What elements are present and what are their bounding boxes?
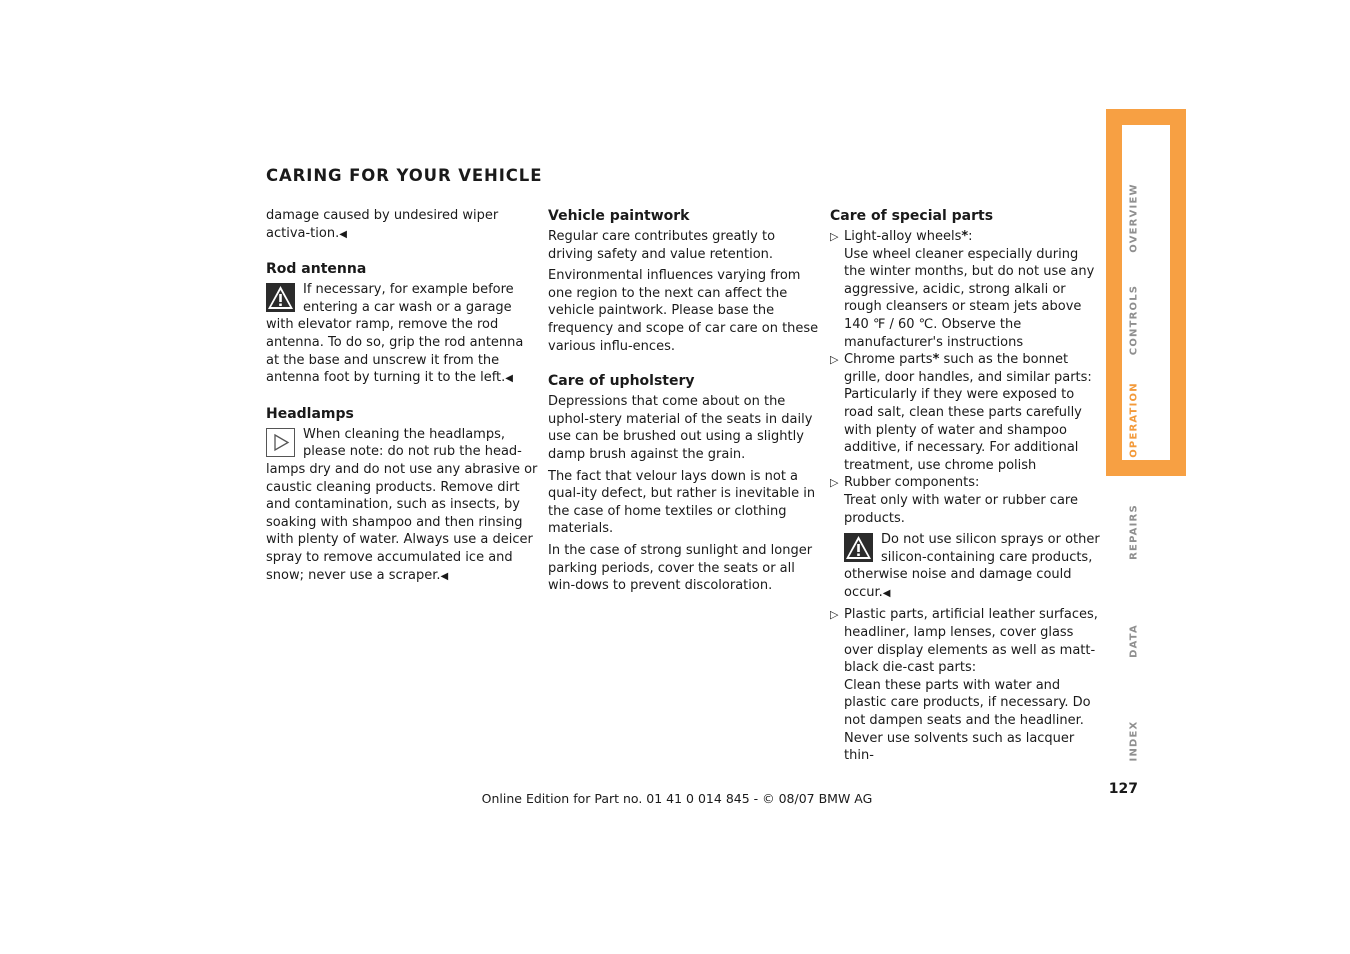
nav-tab-index[interactable]: INDEX [1128, 720, 1140, 762]
rod-antenna-warning [266, 281, 538, 388]
bullet-arrow-icon: ▷ [830, 476, 839, 490]
paintwork-paragraph-2: Environmental influences varying from one region to the next can affect the vehicle paintwork. Please base the frequency and scope of car care on these various influ-ences. [548, 268, 819, 354]
bullet-arrow-icon: ▷ [830, 608, 839, 622]
nav-tab-operation[interactable]: OPERATION [1128, 382, 1140, 458]
nav-tab-overview[interactable]: OVERVIEW [1128, 183, 1140, 253]
list-item-rubber [830, 474, 1102, 602]
plastic-text-2: Never use solvents such as lacquer thin- [844, 730, 1075, 764]
end-mark-icon: ◀ [339, 228, 347, 240]
bullet-arrow-icon: ▷ [830, 230, 839, 243]
page-number: 127 [1108, 781, 1138, 797]
page-title: CARING FOR YOUR VEHICLE [266, 166, 543, 185]
section-tab-highlight [1106, 109, 1186, 476]
special-parts-heading: Care of special parts [830, 208, 994, 224]
upholstery-paragraph-1: Depressions that come about on the uphol-stery material of the seats in daily use can be brushed out using a slightly damp brush against the grain. [548, 394, 813, 462]
wheels-text: Use wheel cleaner especially during the winter months, but do not use any aggressive, acidic, strong alkali or rough cleansers or steam jets above 140 ℉ / 60 ℃. Observe the manufacturer's instructions [844, 246, 1095, 350]
plastic-label: Plastic parts, artificial leather surfaces, headliner, lamp lenses, cover glass over display elements as well as matt-black die-cast parts: [844, 607, 1098, 676]
upholstery-heading: Care of upholstery [548, 373, 695, 390]
plastic-text-1: Clean these parts with water and plastic care products, if necessary. Do not dampen seats and the headliner. [844, 677, 1091, 729]
rubber-text: Treat only with water or rubber care products. [844, 492, 1078, 526]
warning-triangle-icon [844, 533, 873, 562]
bullet-arrow-icon: ▷ [830, 353, 839, 367]
end-mark-icon: ◀ [882, 587, 891, 599]
note-arrow-icon [266, 428, 295, 457]
footer-edition: Online Edition for Part no. 01 41 0 014 845 - © 08/07 BMW AG [481, 791, 873, 806]
upholstery-paragraph-3: In the case of strong sunlight and longer parking periods, cover the seats or all win-dows to prevent discoloration. [548, 542, 813, 594]
column-middle [548, 207, 824, 595]
list-item-wheels: ▷ Light-alloy wheels*: Use wheel cleaner especially during the winter months, but do not use any aggressive, acidic, strong alkali or rough cleansers or steam jets above 140 ℉ / 60 ℃. Observe the manufacturer's instructions [830, 228, 1102, 351]
vehicle-paintwork-heading: Vehicle paintwork [548, 208, 690, 224]
nav-tab-data[interactable]: DATA [1128, 624, 1140, 658]
end-mark-icon: ◀ [440, 570, 449, 582]
nav-tab-controls[interactable]: CONTROLS [1128, 284, 1140, 356]
chrome-text: Particularly if they were exposed to road salt, clean these parts carefully with plenty of water and shampoo additive, if necessary. For additional treatment, use chrome polish [844, 387, 1082, 473]
headlamps-note [266, 426, 538, 585]
column-right [830, 207, 1102, 765]
rod-antenna-text: If necessary, for example before entering a car wash or a garage with elevator ramp, remove the rod antenna. To do so, grip the rod antenna at the base and unscrew it from the antenna foot by turning it to the left.◀ [266, 282, 524, 386]
column-left [266, 207, 538, 585]
intro-paragraph: damage caused by undesired wiper activa-tion.◀ [266, 208, 499, 241]
headlamps-text: When cleaning the headlamps, please note: do not rub the head-lamps dry and do not use any abrasive or caustic cleaning products. Remove dirt and contamination, such as insects, by soaking with shampoo and then rinsing with plenty of water. Always use a deicer spray to remove accumulated ice and snow; never use a scraper.◀ [266, 426, 538, 583]
rod-antenna-heading: Rod antenna [266, 261, 367, 278]
warning-triangle-icon [266, 283, 295, 312]
upholstery-paragraph-2: The fact that velour lays down is not a qual-ity defect, but rather is inevitable in the case of home textiles or clothing materials. [548, 468, 816, 537]
list-item-chrome: ▷ Chrome parts* such as the bonnet grille, door handles, and similar parts: Particularly if they were exposed to road salt, clean these parts carefully with plenty of water and shampoo additive, if necessary. For additional treatment, use chrome polish [830, 351, 1102, 474]
nav-tab-repairs[interactable]: REPAIRS [1128, 504, 1140, 560]
rubber-warning: Do not use silicon sprays or other silicon-containing care products, otherwise noise and damage could occur.◀ [844, 532, 1100, 600]
paintwork-paragraph-1: Regular care contributes greatly to driving safety and value retention. [548, 229, 776, 262]
headlamps-heading: Headlamps [266, 405, 354, 422]
rubber-label: Rubber components: [844, 475, 980, 491]
list-item-plastic [830, 606, 1102, 764]
end-mark-icon: ◀ [505, 373, 513, 385]
